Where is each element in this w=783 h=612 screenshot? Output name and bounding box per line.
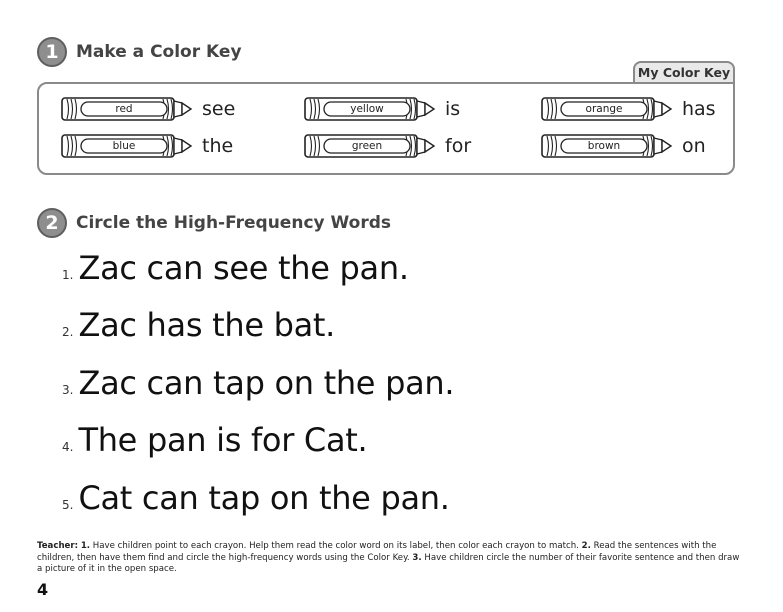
- sentence-text[interactable]: Zac can tap on the pan.: [78, 364, 455, 402]
- color-key-item-red: [61, 97, 235, 121]
- teacher-step-text: Have children circle the number of their favorite sentence and then draw a picture of it in the open space.: [37, 552, 740, 574]
- sentence-3: [62, 364, 454, 402]
- key-word: the: [202, 135, 234, 157]
- crayon-icon[interactable]: [61, 134, 193, 158]
- crayon-label: red: [115, 103, 133, 115]
- sentence-number[interactable]: 3.: [62, 383, 74, 397]
- crayon-label: yellow: [350, 103, 384, 115]
- sentence-text[interactable]: Cat can tap on the pan.: [78, 479, 450, 517]
- teacher-label: Teacher:: [37, 541, 79, 551]
- section-title: Circle the High-Frequency Words: [76, 213, 392, 233]
- color-key-item-yellow: [304, 97, 460, 121]
- teacher-step-number: 1.: [80, 541, 91, 551]
- sentence-2: [62, 306, 335, 344]
- crayon-icon[interactable]: [541, 134, 673, 158]
- sentence-text[interactable]: Zac has the bat.: [78, 306, 336, 344]
- teacher-step-number: 2.: [581, 541, 591, 551]
- sentence-number[interactable]: 4.: [62, 440, 74, 454]
- section-2-heading: [37, 208, 391, 238]
- step-number-badge: 2: [37, 208, 67, 238]
- sentence-text[interactable]: Zac can see the pan.: [78, 249, 409, 287]
- teacher-step-text: Read the sentences with the children, then have them find and circle the high-frequency words using the Color Key.: [37, 541, 717, 563]
- teacher-note: [37, 541, 745, 576]
- teacher-step-text: Have children point to each crayon. Help them read the color word on its label, then color each crayon to match.: [92, 541, 579, 551]
- sentence-1: [62, 249, 409, 287]
- step-number-badge: 1: [37, 37, 67, 67]
- sentence-text[interactable]: The pan is for Cat.: [78, 421, 368, 459]
- crayon-icon[interactable]: [61, 97, 193, 121]
- teacher-step-number: 3.: [412, 552, 422, 563]
- key-word: on: [682, 135, 706, 157]
- crayon-label: orange: [585, 103, 623, 115]
- crayon-label: blue: [112, 140, 136, 152]
- crayon-label: green: [351, 140, 383, 152]
- section-title: Make a Color Key: [76, 42, 242, 62]
- key-word: has: [682, 98, 716, 120]
- section-1-heading: [37, 37, 242, 67]
- sentence-number[interactable]: 1.: [62, 268, 74, 282]
- color-key-item-orange: [541, 97, 716, 121]
- page-number: 4: [37, 580, 49, 599]
- crayon-icon[interactable]: [541, 97, 673, 121]
- sentence-4: [62, 421, 367, 459]
- crayon-icon[interactable]: [304, 97, 436, 121]
- color-key-item-blue: [61, 134, 233, 158]
- key-word: is: [445, 98, 461, 120]
- sentence-5: [62, 479, 450, 517]
- color-key-item-brown: [541, 134, 706, 158]
- sentence-number[interactable]: 2.: [62, 325, 74, 339]
- key-word: for: [445, 135, 472, 157]
- crayon-icon[interactable]: [304, 134, 436, 158]
- key-word: see: [202, 98, 236, 120]
- color-key-box: [37, 82, 735, 175]
- crayon-label: brown: [587, 140, 621, 152]
- color-key-item-green: [304, 134, 471, 158]
- sentence-number[interactable]: 5.: [62, 498, 74, 512]
- color-key-tab: My Color Key: [633, 61, 735, 83]
